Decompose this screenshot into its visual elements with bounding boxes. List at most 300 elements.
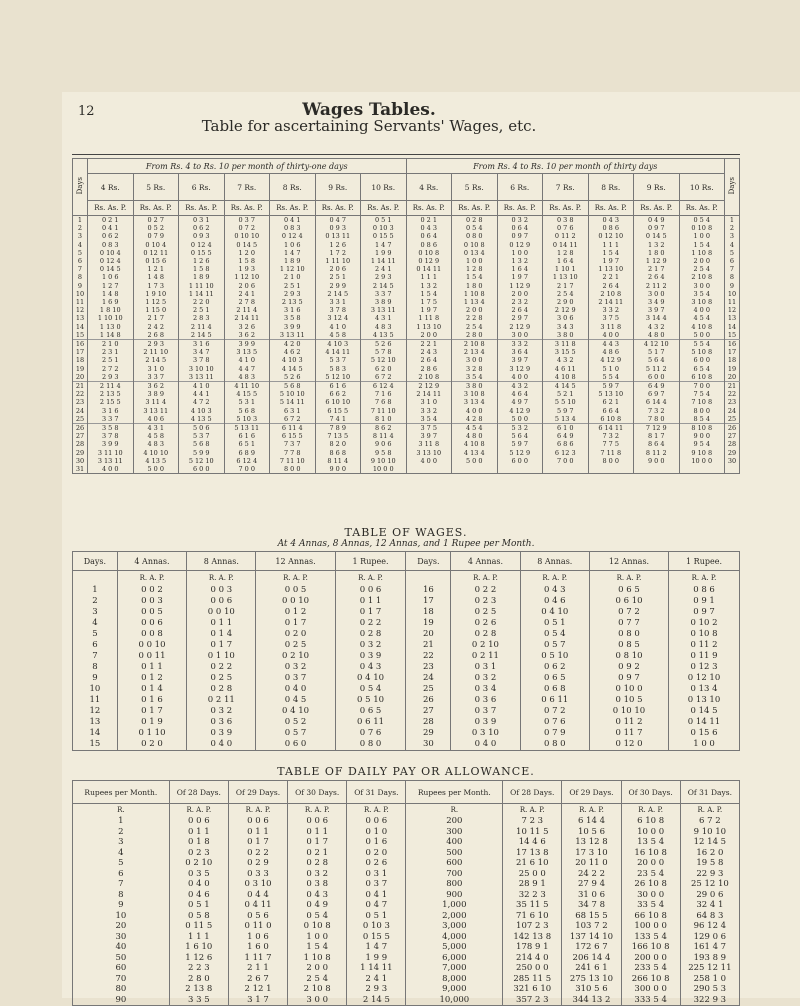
- table-row: [73, 673, 740, 684]
- wage-cell: 0 1 7: [187, 640, 256, 651]
- wage-cell: 0 2 11: [451, 651, 520, 662]
- wage-cell: 4 14 11: [315, 348, 361, 356]
- wage-cell: 8 1 7: [634, 432, 680, 440]
- wage-cell: 8 2 0: [315, 440, 361, 448]
- wage-cell: 8 11 4: [315, 457, 361, 465]
- wage-cell: 3 9 9: [270, 323, 316, 331]
- daily-pay-cell: 0 1 7: [288, 837, 347, 848]
- wage-cell: 5 2 1: [543, 390, 589, 398]
- daily-pay-cell: 1 9 9: [347, 953, 406, 964]
- table-row: [73, 424, 740, 433]
- day-number: 15: [73, 739, 118, 751]
- wage-cell: 5 3 7: [179, 432, 225, 440]
- wage-cell: 2 0 6: [224, 282, 270, 290]
- rupees-per-month: 3,000: [406, 921, 503, 932]
- table-row: [73, 974, 740, 985]
- wage-cell: 4 0 6: [133, 415, 179, 424]
- wage-cell: 0 2 2: [451, 585, 520, 596]
- rupees-per-month: 5,000: [406, 942, 503, 953]
- daily-pay-cell: 0 4 9: [288, 900, 347, 911]
- day-number: 20: [73, 373, 88, 382]
- wage-cell: 0 10 8: [452, 241, 498, 249]
- wage-cell: 0 0 5: [256, 585, 335, 596]
- wage-cell: 0 1 4: [187, 629, 256, 640]
- day-number: 21: [406, 640, 451, 651]
- wage-cell: 6 10 8: [679, 373, 725, 382]
- day-number: 28: [725, 440, 740, 448]
- wage-cell: 3 15 5: [543, 348, 589, 356]
- wage-cell: 0 12 4: [88, 257, 134, 265]
- wage-cell: 5 6 8: [270, 382, 316, 391]
- wage-cell: 3 12 4: [315, 314, 361, 322]
- wage-cell: 0 5 7: [520, 640, 589, 651]
- wage-cell: 4 0 0: [406, 457, 452, 465]
- wage-cell: 0 1 2: [117, 673, 186, 684]
- rupees-per-month: 7: [73, 879, 170, 890]
- daily-pay-cell: 133 5 4: [621, 932, 680, 943]
- wage-cell: 2 9 9: [315, 282, 361, 290]
- wage-cell: 0 14 5: [669, 706, 740, 717]
- day-number: 3: [73, 607, 118, 618]
- wage-cell: 2 5 1: [179, 306, 225, 314]
- wage-cell: 3 7 5: [406, 424, 452, 433]
- unit-label: R.: [73, 804, 170, 817]
- wage-cell: 2 5 1: [270, 282, 316, 290]
- wage-cell: 4 7 2: [179, 398, 225, 406]
- daily-pay-cell: 6 7 2: [680, 816, 739, 827]
- rate-header: 7 Rs.: [543, 174, 589, 201]
- wage-cell: 0 11 2: [669, 640, 740, 651]
- day-number: 25: [725, 415, 740, 424]
- day-number: 12: [73, 306, 88, 314]
- wage-cell: 7 3 2: [634, 407, 680, 415]
- rate-header: 10 Rs.: [361, 174, 407, 201]
- wage-cell: 0 2 2: [335, 618, 406, 629]
- wages-header: 1 Rupee.: [669, 552, 740, 571]
- wage-cell: 2 3 2: [497, 298, 543, 306]
- rate-header: 8 Rs.: [588, 174, 634, 201]
- wage-cell: 6 15 5: [270, 432, 316, 440]
- wage-cell: 0 0 10: [117, 640, 186, 651]
- wage-cell: 6 10 10: [315, 398, 361, 406]
- daily-pay-cell: 0 2 8: [288, 858, 347, 869]
- wage-cell: 7 7 5: [588, 440, 634, 448]
- unit-label: [73, 571, 118, 586]
- wage-cell: 0 0 3: [187, 585, 256, 596]
- daily-pay-cell: 1 0 6: [228, 932, 287, 943]
- daily-header: Of 28 Days.: [503, 781, 562, 804]
- wage-cell: 6 5 4: [679, 365, 725, 373]
- day-number: 26: [725, 424, 740, 433]
- wage-cell: 0 0 5: [117, 607, 186, 618]
- day-number: 19: [73, 365, 88, 373]
- day-number: 11: [725, 298, 740, 306]
- wage-cell: 0 8 6: [588, 224, 634, 232]
- wage-cell: 1 2 0: [224, 249, 270, 257]
- table-row: [73, 629, 740, 640]
- wage-cell: 2 1 0: [88, 340, 134, 349]
- wage-cell: 5 3 7: [315, 356, 361, 364]
- table-row: [73, 921, 740, 932]
- rupees-per-month: 80: [73, 984, 170, 995]
- wage-cell: 2 9 0: [543, 298, 589, 306]
- rupees-per-month: 1,000: [406, 900, 503, 911]
- wage-cell: 0 14 11: [669, 717, 740, 728]
- unit-label: R. A. P.: [335, 571, 406, 586]
- daily-pay-cell: 96 12 4: [680, 921, 739, 932]
- wage-cell: 0 8 6: [406, 241, 452, 249]
- wage-cell: 0 4 3: [335, 662, 406, 673]
- wage-cell: 0 6 4: [406, 232, 452, 240]
- wage-cell: 0 2 0: [256, 629, 335, 640]
- daily-pay-cell: 214 4 0: [503, 953, 562, 964]
- wage-cell: 3 1 0: [406, 398, 452, 406]
- wage-cell: 8 10 8: [679, 424, 725, 433]
- daily-pay-cell: 172 6 7: [562, 942, 621, 953]
- daily-pay-cell: 357 2 3: [503, 995, 562, 1006]
- wage-cell: 0 6 4: [497, 224, 543, 232]
- table-row: [73, 373, 740, 382]
- day-number: 16: [725, 340, 740, 349]
- wage-cell: 5 0 6: [179, 424, 225, 433]
- daily-pay-cell: 34 7 8: [562, 900, 621, 911]
- wages-header: 8 Annas.: [187, 552, 256, 571]
- wage-cell: 0 10 3: [361, 224, 407, 232]
- daily-pay-cell: 0 3 2: [288, 869, 347, 880]
- page-title: Table for ascertaining Servants' Wages, etc.: [201, 117, 537, 135]
- rate-header: 7 Rs.: [224, 174, 270, 201]
- wage-cell: 4 8 6: [588, 348, 634, 356]
- wage-cell: 0 1 2: [256, 607, 335, 618]
- daily-pay-cell: 100 0 0: [621, 921, 680, 932]
- unit-label: Rs. As. P.: [270, 201, 316, 216]
- daily-pay-cell: 1 12 6: [169, 953, 228, 964]
- wage-cell: 4 10 3: [270, 356, 316, 364]
- wage-cell: 4 1 0: [179, 382, 225, 391]
- daily-pay-cell: 22 9 3: [680, 869, 739, 880]
- day-number: 19: [725, 365, 740, 373]
- daily-pay-cell: 17 13 8: [503, 848, 562, 859]
- wage-cell: 1 5 8: [179, 265, 225, 273]
- daily-pay-cell: 21 6 10: [503, 858, 562, 869]
- wage-cell: 3 7 5: [588, 314, 634, 322]
- wage-cell: 0 0 2: [117, 585, 186, 596]
- wage-cell: 0 6 8: [520, 684, 589, 695]
- wage-cell: 4 0 0: [588, 331, 634, 340]
- daily-pay-cell: 0 4 3: [288, 890, 347, 901]
- daily-pay-cell: 25 0 0: [503, 869, 562, 880]
- wage-cell: 0 13 4: [669, 684, 740, 695]
- table-row: [73, 984, 740, 995]
- wage-cell: 3 12 9: [497, 365, 543, 373]
- daily-pay-cell: 6 14 4: [562, 816, 621, 827]
- wage-cell: 3 13 4: [452, 398, 498, 406]
- day-number: 24: [406, 673, 451, 684]
- wage-cell: 0 2 2: [187, 662, 256, 673]
- wage-cell: 0 4 10: [520, 607, 589, 618]
- rupees-per-month: 40: [73, 942, 170, 953]
- daily-pay-cell: 2 4 1: [347, 974, 406, 985]
- day-number: 23: [725, 398, 740, 406]
- wage-cell: 0 12 10: [669, 673, 740, 684]
- rupees-per-month: 9: [73, 900, 170, 911]
- wage-cell: 5 7 8: [361, 348, 407, 356]
- day-number: 22: [406, 651, 451, 662]
- wage-cell: 0 10 10: [224, 232, 270, 240]
- wage-cell: 5 6 8: [179, 440, 225, 448]
- day-number: 6: [73, 257, 88, 265]
- wage-cell: 7 12 9: [634, 424, 680, 433]
- day-number: 21: [73, 382, 88, 391]
- wage-cell: 0 5 2: [256, 717, 335, 728]
- rupees-per-month: 4,000: [406, 932, 503, 943]
- daily-pay-cell: 2 10 8: [288, 984, 347, 995]
- daily-pay-cell: 0 3 8: [288, 879, 347, 890]
- wage-cell: 1 13 10: [588, 265, 634, 273]
- day-number: 26: [406, 695, 451, 706]
- day-number: 11: [73, 695, 118, 706]
- wage-cell: 4 6 11: [543, 365, 589, 373]
- unit-label: Rs. As. P.: [224, 201, 270, 216]
- wage-cell: 0 10 4: [88, 249, 134, 257]
- wage-cell: 3 1 0: [133, 365, 179, 373]
- wage-cell: 2 11 4: [88, 382, 134, 391]
- wage-cell: 0 7 6: [520, 717, 589, 728]
- rupees-per-month: 10: [73, 911, 170, 922]
- wage-cell: 1 7 3: [133, 282, 179, 290]
- daily-pay-cell: 275 13 10: [562, 974, 621, 985]
- wage-cell: 1 10 1: [543, 265, 589, 273]
- wage-cell: 1 9 7: [406, 306, 452, 314]
- wage-cell: 1 13 4: [452, 298, 498, 306]
- rate-header: 6 Rs.: [497, 174, 543, 201]
- wage-cell: 0 7 9: [133, 232, 179, 240]
- wage-cell: 3 13 10: [406, 449, 452, 457]
- daily-pay-cell: 2 5 4: [288, 974, 347, 985]
- wage-cell: 2 8 6: [406, 365, 452, 373]
- wage-cell: 5 11 2: [634, 365, 680, 373]
- wage-cell: 0 5 4: [679, 216, 725, 225]
- wage-cell: 1 5 4: [406, 290, 452, 298]
- daily-pay-cell: 0 4 4: [228, 890, 287, 901]
- daily-header: Of 29 Days.: [228, 781, 287, 804]
- wage-cell: 0 12 9: [497, 241, 543, 249]
- wage-cell: 4 12 10: [634, 340, 680, 349]
- wage-cell: 0 1 7: [335, 607, 406, 618]
- table-row: [73, 282, 740, 290]
- wage-cell: 2 0 0: [497, 290, 543, 298]
- wage-cell: 10 0 0: [361, 465, 407, 474]
- daily-pay-cell: 137 14 10: [562, 932, 621, 943]
- daily-pay-cell: 206 14 4: [562, 953, 621, 964]
- wage-cell: 0 4 1: [270, 216, 316, 225]
- daily-pay-cell: 0 5 1: [169, 900, 228, 911]
- table-row: [73, 953, 740, 964]
- wage-cell: 0 8 3: [270, 224, 316, 232]
- rate-header: 8 Rs.: [270, 174, 316, 201]
- wage-cell: 0 0 6: [117, 618, 186, 629]
- wage-cell: 1 8 0: [634, 249, 680, 257]
- rupees-per-month: 3: [73, 837, 170, 848]
- running-title: Wages Tables.: [302, 100, 436, 120]
- wage-cell: 2 13 5: [270, 298, 316, 306]
- day-number: 13: [725, 314, 740, 322]
- wage-cell: 5 5 4: [588, 373, 634, 382]
- daily-pay-cell: 129 0 6: [680, 932, 739, 943]
- wage-cell: 1 2 8: [543, 249, 589, 257]
- wage-cell: 6 12 4: [224, 457, 270, 465]
- rate-header: 10 Rs.: [679, 174, 725, 201]
- wage-cell: 6 9 7: [634, 390, 680, 398]
- daily-title: TABLE OF DAILY PAY OR ALLOWANCE.: [277, 765, 535, 778]
- wage-cell: 4 10 3: [179, 407, 225, 415]
- table-row: [73, 827, 740, 838]
- wage-cell: 0 5 10: [335, 695, 406, 706]
- daily-pay-cell: 0 15 5: [347, 932, 406, 943]
- wage-cell: 0 15 6: [669, 728, 740, 739]
- wage-cell: 0 10 2: [669, 618, 740, 629]
- wage-cell: 1 1 1: [406, 273, 452, 281]
- wage-cell: 0 2 11: [187, 695, 256, 706]
- wage-cell: 3 9 9: [224, 340, 270, 349]
- wage-cell: 3 7 8: [88, 432, 134, 440]
- daily-pay-cell: 225 12 11: [680, 963, 739, 974]
- wage-cell: 3 3 2: [588, 306, 634, 314]
- wage-cell: 3 5 8: [88, 424, 134, 433]
- wage-cell: 0 14 5: [224, 241, 270, 249]
- wage-cell: 3 5 4: [406, 415, 452, 424]
- daily-pay-cell: 26 10 8: [621, 879, 680, 890]
- day-number: 17: [73, 348, 88, 356]
- wage-cell: 3 13 11: [133, 407, 179, 415]
- day-number: 4: [73, 618, 118, 629]
- wage-cell: 5 12 9: [497, 449, 543, 457]
- wage-cell: 0 3 6: [187, 717, 256, 728]
- wage-cell: 3 4 7: [179, 348, 225, 356]
- wage-cell: 1 14 8: [88, 331, 134, 340]
- daily-pay-cell: 7 2 3: [503, 816, 562, 827]
- wage-cell: 0 1 6: [117, 695, 186, 706]
- table-row: [73, 837, 740, 848]
- unit-label: Rs. As. P.: [88, 201, 134, 216]
- rupees-per-month: 800: [406, 879, 503, 890]
- daily-pay-cell: 27 9 4: [562, 879, 621, 890]
- table-row: [73, 365, 740, 373]
- day-number: 27: [725, 432, 740, 440]
- rupees-per-month: 200: [406, 816, 503, 827]
- wage-cell: 0 12 11: [133, 249, 179, 257]
- wage-cell: 2 11 10: [133, 348, 179, 356]
- wage-cell: 4 13 5: [361, 331, 407, 340]
- wage-cell: 0 8 0: [335, 739, 406, 751]
- daily-pay-cell: 6 10 8: [621, 816, 680, 827]
- wage-cell: 1 5 4: [588, 249, 634, 257]
- wage-cell: 3 7 8: [179, 356, 225, 364]
- wage-cell: 1 7 2: [315, 249, 361, 257]
- wage-cell: 4 2 0: [270, 340, 316, 349]
- day-number: 14: [725, 323, 740, 331]
- daily-pay-cell: 1 6 0: [228, 942, 287, 953]
- daily-pay-cell: 290 5 3: [680, 984, 739, 995]
- wage-cell: 2 4 2: [133, 323, 179, 331]
- wage-cell: 9 0 0: [315, 465, 361, 474]
- wage-cell: 2 7 8: [224, 298, 270, 306]
- day-number: 1: [73, 585, 118, 596]
- day-number: 21: [725, 382, 740, 391]
- day-number: 9: [73, 282, 88, 290]
- wages-header: Days.: [73, 552, 118, 571]
- wage-cell: 5 3 2: [497, 424, 543, 433]
- daily-pay-cell: 241 6 1: [562, 963, 621, 974]
- wage-cell: 3 0 6: [543, 314, 589, 322]
- day-number: 29: [725, 449, 740, 457]
- day-number: 9: [73, 673, 118, 684]
- daily-pay-cell: 66 10 8: [621, 911, 680, 922]
- wage-cell: 0 2 6: [451, 618, 520, 629]
- wage-cell: 5 9 9: [179, 449, 225, 457]
- wage-cell: 1 8 9: [270, 257, 316, 265]
- rate-header: 9 Rs.: [315, 174, 361, 201]
- day-number: 10: [73, 290, 88, 298]
- daily-pay-cell: 321 6 10: [503, 984, 562, 995]
- wage-cell: 7 6 8: [361, 398, 407, 406]
- wage-cell: 0 8 10: [589, 651, 668, 662]
- unit-label: Rs. As. P.: [679, 201, 725, 216]
- wage-cell: 7 13 5: [315, 432, 361, 440]
- wage-cell: 4 1 0: [315, 323, 361, 331]
- table-row: [73, 407, 740, 415]
- wage-cell: 6 14 4: [634, 398, 680, 406]
- wage-cell: 1 9 7: [588, 257, 634, 265]
- daily-pay-cell: 64 8 3: [680, 911, 739, 922]
- wage-cell: 3 10 8: [452, 390, 498, 398]
- wage-cell: 1 9 10: [133, 290, 179, 298]
- wage-cell: 2 1 7: [133, 314, 179, 322]
- wage-cell: 0 6 0: [256, 739, 335, 751]
- wage-cell: 0 6 2: [179, 224, 225, 232]
- wage-cell: 3 11 8: [588, 323, 634, 331]
- wage-cell: 0 9 7: [634, 224, 680, 232]
- unit-row: [73, 804, 740, 817]
- wage-cell: 3 2 6: [224, 323, 270, 331]
- wage-cell: 0 1 1: [187, 618, 256, 629]
- daily-pay-cell: 0 2 6: [347, 858, 406, 869]
- rate-header: 9 Rs.: [634, 174, 680, 201]
- wage-cell: 3 0 0: [497, 331, 543, 340]
- daily-pay-cell: 166 10 8: [621, 942, 680, 953]
- daily-section: [72, 765, 740, 778]
- wage-cell: 0 6 5: [520, 673, 589, 684]
- daily-pay-cell: 310 5 6: [562, 984, 621, 995]
- wage-cell: 1 1 1: [588, 241, 634, 249]
- wage-cell: 2 6 4: [406, 356, 452, 364]
- rupees-per-month: 9,000: [406, 984, 503, 995]
- wage-cell: 1 2 6: [179, 257, 225, 265]
- wage-cell: 0 5 1: [520, 618, 589, 629]
- wage-cell: 0 2 1: [406, 216, 452, 225]
- wage-cell: 2 6 4: [497, 306, 543, 314]
- wage-cell: 0 10 8: [669, 629, 740, 640]
- wage-cell: 7 5 4: [679, 390, 725, 398]
- wage-cell: 3 6 2: [133, 382, 179, 391]
- wage-cell: 0 13 11: [315, 232, 361, 240]
- day-number: 25: [73, 415, 88, 424]
- daily-pay-cell: 0 1 1: [169, 827, 228, 838]
- wage-cell: 5 9 7: [497, 440, 543, 448]
- day-number: 4: [73, 241, 88, 249]
- day-number: 8: [73, 662, 118, 673]
- wage-cell: 5 8 3: [315, 365, 361, 373]
